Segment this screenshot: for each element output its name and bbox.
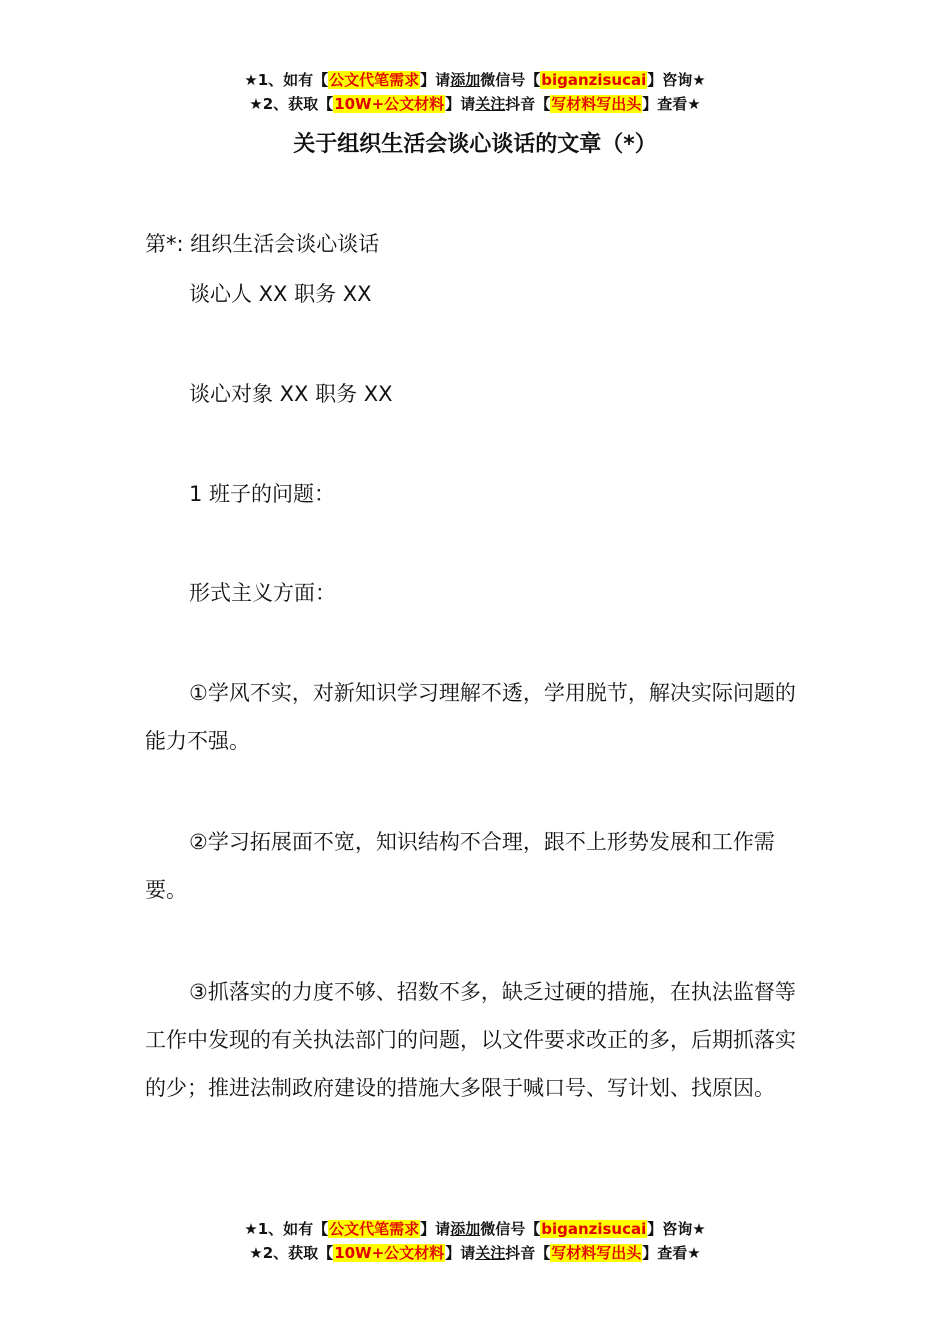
banner-line-2	[0, 1241, 950, 1265]
banner-line-1	[0, 1217, 950, 1241]
highlight-text: 公文代笔需求	[329, 71, 420, 89]
underlined-text: 添加	[450, 1220, 481, 1238]
paragraph-heading: 第*: 组织生活会谈心谈话	[145, 232, 380, 256]
underlined-text: 关注	[475, 1244, 506, 1262]
banner-text: 】请	[420, 71, 451, 89]
footer-banner	[0, 1217, 950, 1265]
banner-text: ★2、获取【	[249, 1244, 334, 1262]
paragraph: 谈心对象 XX 职务 XX	[189, 382, 393, 406]
banner-text: 】查看★	[642, 1244, 701, 1262]
highlight-text: biganzisucai	[541, 1220, 647, 1238]
underlined-text: 关注	[475, 95, 506, 113]
paragraph: ②学习拓展面不宽，知识结构不合理，跟不上形势发展和工作需要。	[145, 830, 775, 902]
banner-text: ★1、如有【	[244, 71, 329, 89]
highlight-text: biganzisucai	[541, 71, 647, 89]
banner-text: 微信号【	[480, 71, 541, 89]
banner-text: 】请	[445, 95, 476, 113]
banner-text: 】请	[445, 1244, 476, 1262]
highlight-text: 写材料写出头	[551, 95, 642, 113]
banner-text: 抖音【	[505, 1244, 551, 1262]
paragraph: 谈心人 XX 职务 XX	[189, 282, 372, 306]
paragraph: ③抓落实的力度不够、招数不多，缺乏过硬的措施，在执法监督等工作中发现的有关执法部门的问题，以文件要求改正的多，后期抓落实的少；推进法制政府建设的措施大多限于喊口号、写计划、找原因。	[145, 980, 796, 1100]
underlined-text: 添加	[450, 71, 481, 89]
highlight-text: 10W+公文材料	[334, 95, 445, 113]
paragraph: ①学风不实，对新知识学习理解不透，学用脱节，解决实际问题的能力不强。	[145, 681, 796, 753]
document-title: 关于组织生活会谈心谈话的文章（*）	[293, 132, 657, 157]
highlight-text: 写材料写出头	[551, 1244, 642, 1262]
banner-text: ★2、获取【	[249, 95, 334, 113]
banner-text: 】咨询★	[647, 1220, 706, 1238]
banner-text: 微信号【	[480, 1220, 541, 1238]
banner-text: 抖音【	[505, 95, 551, 113]
header-banner	[0, 68, 950, 116]
banner-text: 】咨询★	[647, 71, 706, 89]
banner-line-1	[0, 68, 950, 92]
banner-line-2	[0, 92, 950, 116]
banner-text: 】查看★	[642, 95, 701, 113]
highlight-text: 公文代笔需求	[329, 1220, 420, 1238]
banner-text: ★1、如有【	[244, 1220, 329, 1238]
highlight-text: 10W+公文材料	[334, 1244, 445, 1262]
paragraph: 1 班子的问题：	[189, 482, 336, 506]
paragraph: 形式主义方面：	[189, 581, 336, 605]
banner-text: 】请	[420, 1220, 451, 1238]
